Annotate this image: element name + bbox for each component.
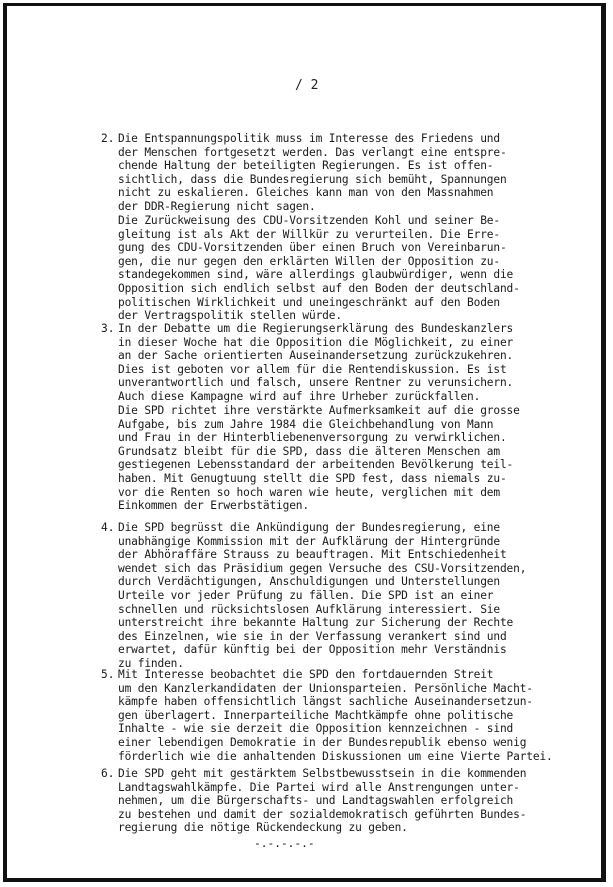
section-6-paragraph-1: Die SPD geht mit gestärktem Selbstbewusstsein in die kommenden Landtagswahlkämpfe. Die Partei wird alle Anstrengungen unter- nehmen, um die Bürgerschafts- und Landtagswahlen erfolgreich zu bestehen und damit der sozialdemokratisch geführten Bundes- regierung die nötige Rückendeckung zu geben.: [118, 767, 527, 835]
end-mark: -.-.-.-.-: [254, 837, 315, 850]
section-5-paragraph-1: Mit Interesse beobachtet die SPD den fortdauernden Streit um den Kanzlerkandidaten der Unionsparteien. Persönliche Macht- kämpfe haben offensichtlich längst sachliche Auseinandersetzun- gen überlagert. Innerparteiliche Machtkämpfe ohne politische Inhalte - wie sie derzeit die Opposition kennzeichnen - sind einer lebendigen Demokratie in der Bundesrepublik ebenso wenig förderlich wie die anhaltenden Diskussionen um eine Vierte Partei.: [118, 668, 553, 763]
section-number-2: 2.: [101, 132, 115, 145]
section-number-5: 5.: [101, 668, 115, 681]
section-3-paragraph-1: In der Debatte um die Regierungserklärung des Bundeskanzlers in dieser Woche hat die Opposition die Möglichkeit, zu einer an der Sache orientierten Auseinandersetzung zurückzukehren. Dies ist geboten vor allem für die Rentendiskussion. Es ist unverantwortlich und falsch, unsere Rentner zu verunsichern. Auch diese Kampagne wird auf ihre Urheber zurückfallen.: [118, 322, 514, 403]
section-2-paragraph-1: Die Entspannungspolitik muss im Interesse des Friedens und der Menschen fortgesetzt werden. Das verlangt eine entspre- chende Haltung der beteiligten Regierungen. Es ist offen- sichtlich, dass die Bundesregierung sich bemüht, Spannungen nicht zu eskalieren. Gleiches kann man von den Massnahmen der DDR-Regierung nicht sagen.: [118, 132, 507, 213]
section-number-4: 4.: [101, 521, 115, 534]
section-3-paragraph-2: Die SPD richtet ihre verstärkte Aufmerksamkeit auf die grosse Aufgabe, bis zum Jahre 1984 die Gleichbehandlung von Mann und Frau in der Hinterbliebenenversorgung zu verwirklichen. Grundsatz bleibt für die SPD, dass die älteren Menschen am gestiegenen Lebensstandard der arbeitenden Bevölkerung teil- haben. Mit Genugtuung stellt die SPD fest, dass niemals zu- vor die Renten so hoch waren wie heute, verglichen mit dem Einkommen der Erwerbstätigen.: [118, 404, 520, 513]
page-number: / 2: [295, 78, 319, 93]
section-number-6: 6.: [101, 767, 115, 780]
section-number-3: 3.: [101, 322, 115, 335]
section-2-paragraph-2: Die Zurückweisung des CDU-Vorsitzenden Kohl und seiner Be- gleitung ist als Akt der Willkür zu verurteilen. Die Erre- gung des CDU-Vorsitzenden über einen Bruch von Vereinbarun- gen, die nur gegen den erklärten Willen der Opposition zu- standegekommen sind, wäre allerdings glaubwürdiger, wenn die Opposition sich endlich selbst auf den Boden der deutschland- politischen Wirklichkeit und uneingeschränkt auf den Boden der Vertragspolitik stellen würde.: [118, 214, 520, 323]
section-4-paragraph-1: Die SPD begrüsst die Ankündigung der Bundesregierung, eine unabhängige Kommission mit der Aufklärung der Hintergründe der Abhöraffäre Strauss zu beauftragen. Mit Entschiedenheit wendet sich das Präsidium gegen Versuche des CSU-Vorsitzenden, durch Verdächtigungen, Anschuldigungen und Unterstellungen Urteile vor jeder Prüfung zu fällen. Die SPD ist an einer schnellen und rücksichtslosen Aufklärung interessiert. Sie unterstreicht ihre bekannte Haltung zur Sicherung der Rechte des Einzelnen, wie sie in der Verfassung verankert sind und erwartet, dafür künftig bei der Opposition mehr Verständnis zu finden.: [118, 521, 527, 670]
